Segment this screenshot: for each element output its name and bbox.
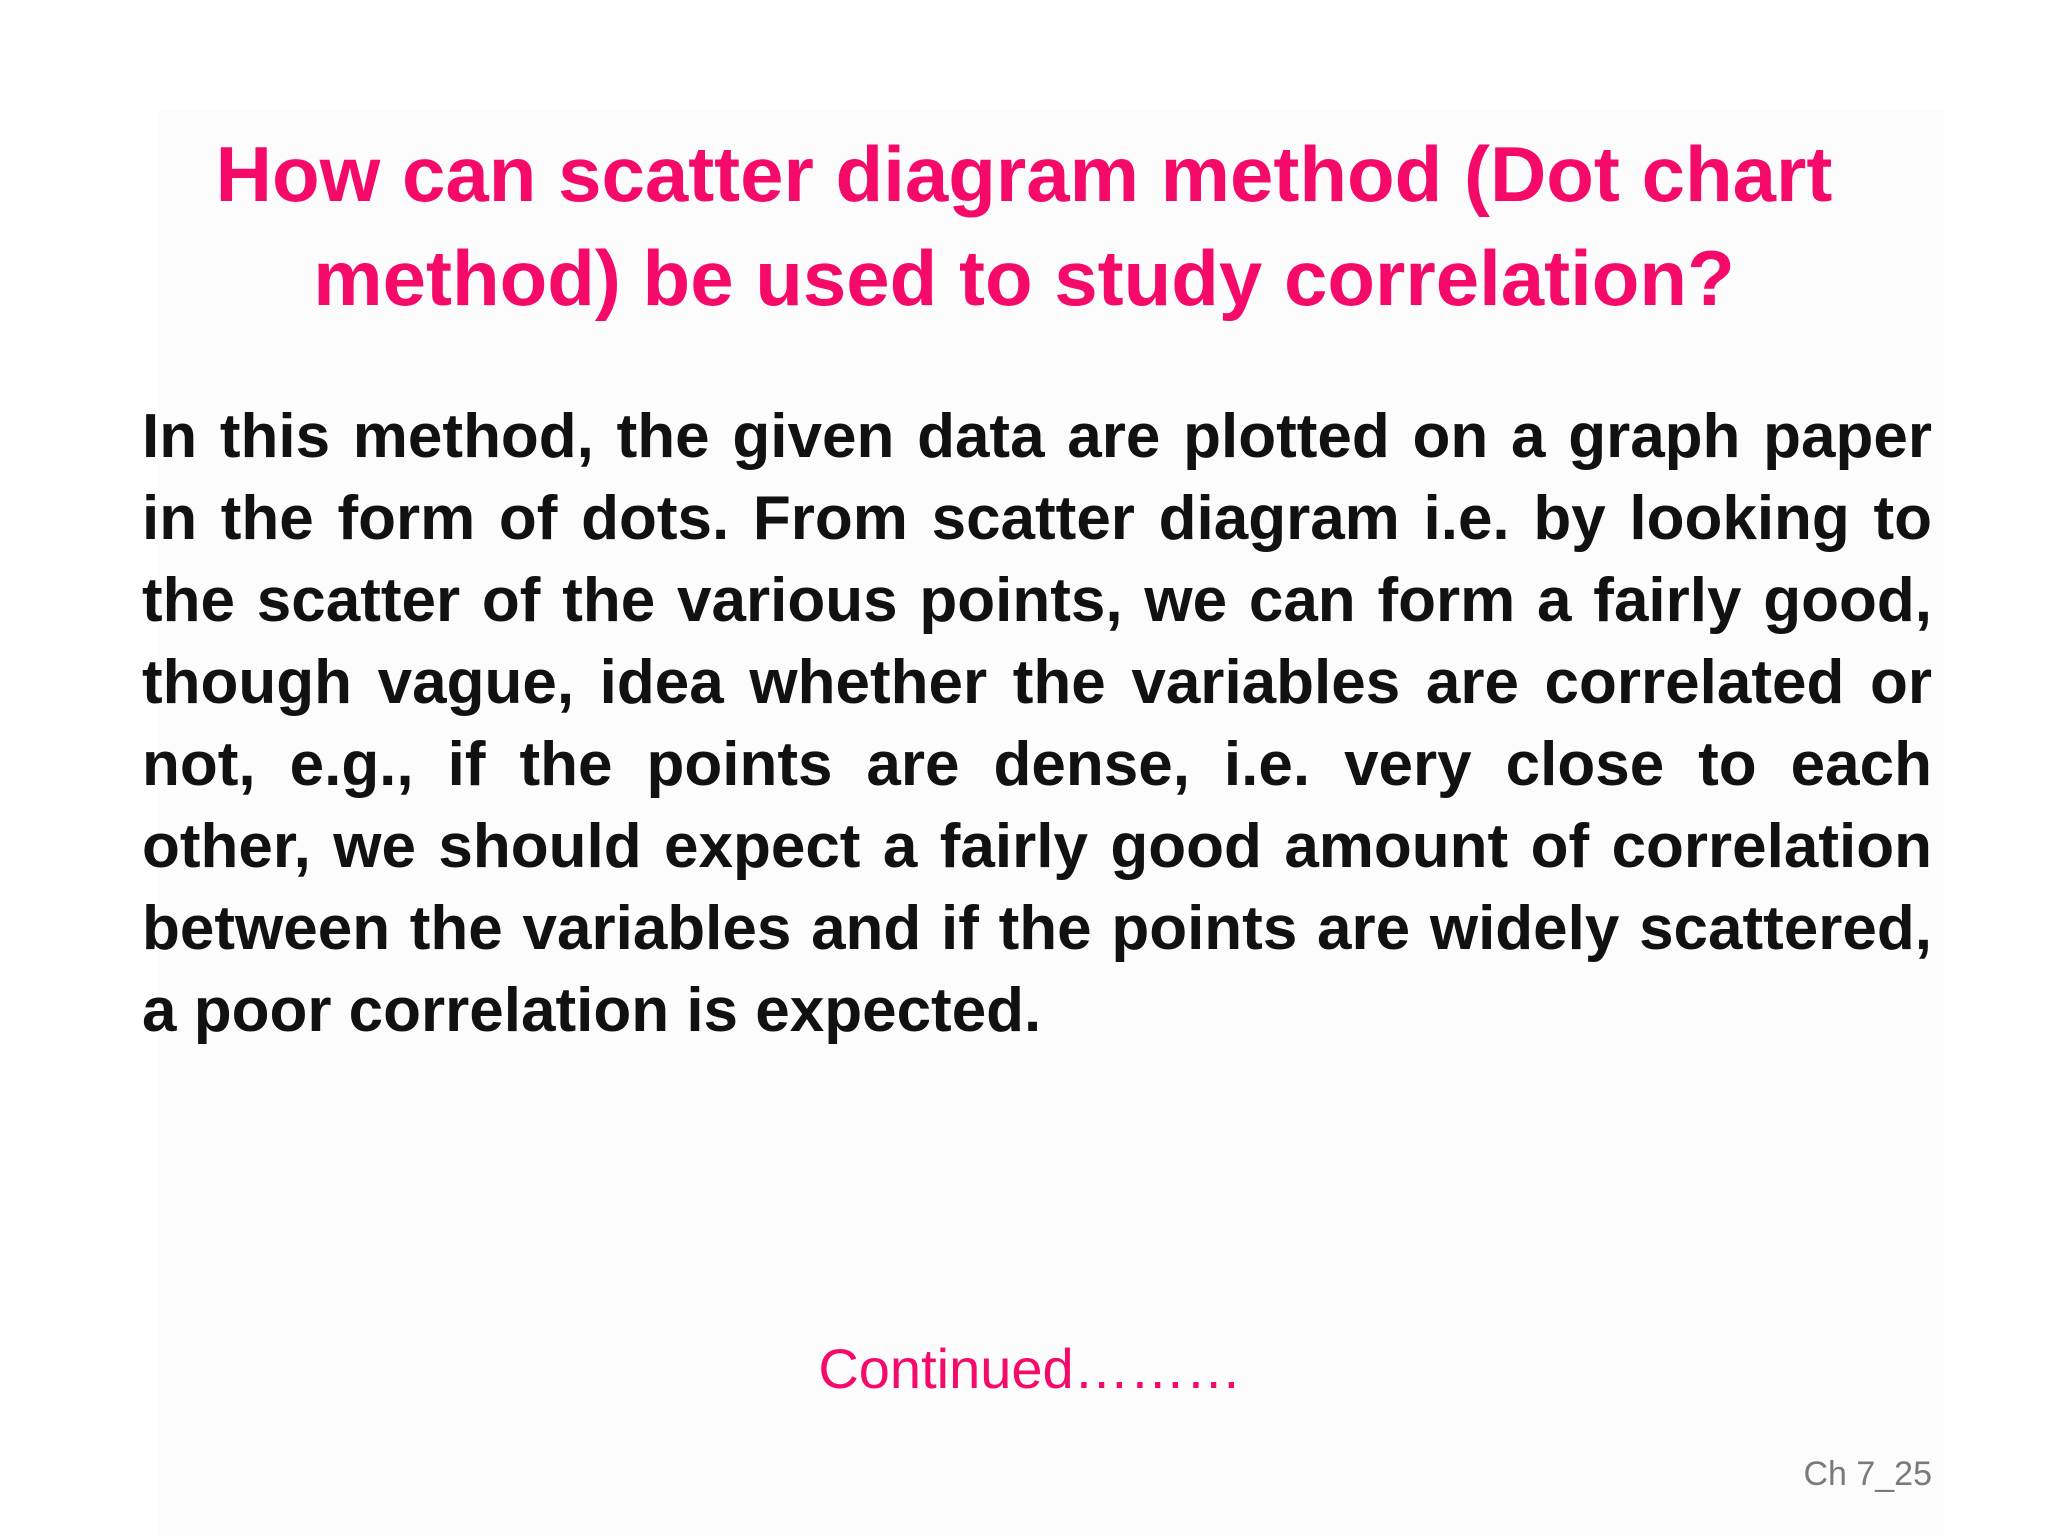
- slide-title: How can scatter diagram method (Dot chart method) be used to study correlation?: [215, 130, 1833, 322]
- slide-number: Ch 7_25: [1803, 1455, 1932, 1493]
- continued-label-container: [0, 1334, 2048, 1404]
- slide-body-paragraph: In this method, the given data are plotted on a graph paper in the form of dots. From scatter diagram i.e. by looking to the scatter of the various points, we can form a fairly good, though vague, idea whether the variables are correlated or not, e.g., if the points are dense, i.e. very close to each other, we should expect a fairly good amount of correlation between the variables and if the points are widely scattered, a poor correlation is expected.: [142, 402, 1932, 1045]
- continued-label: Continued………: [818, 1337, 1242, 1400]
